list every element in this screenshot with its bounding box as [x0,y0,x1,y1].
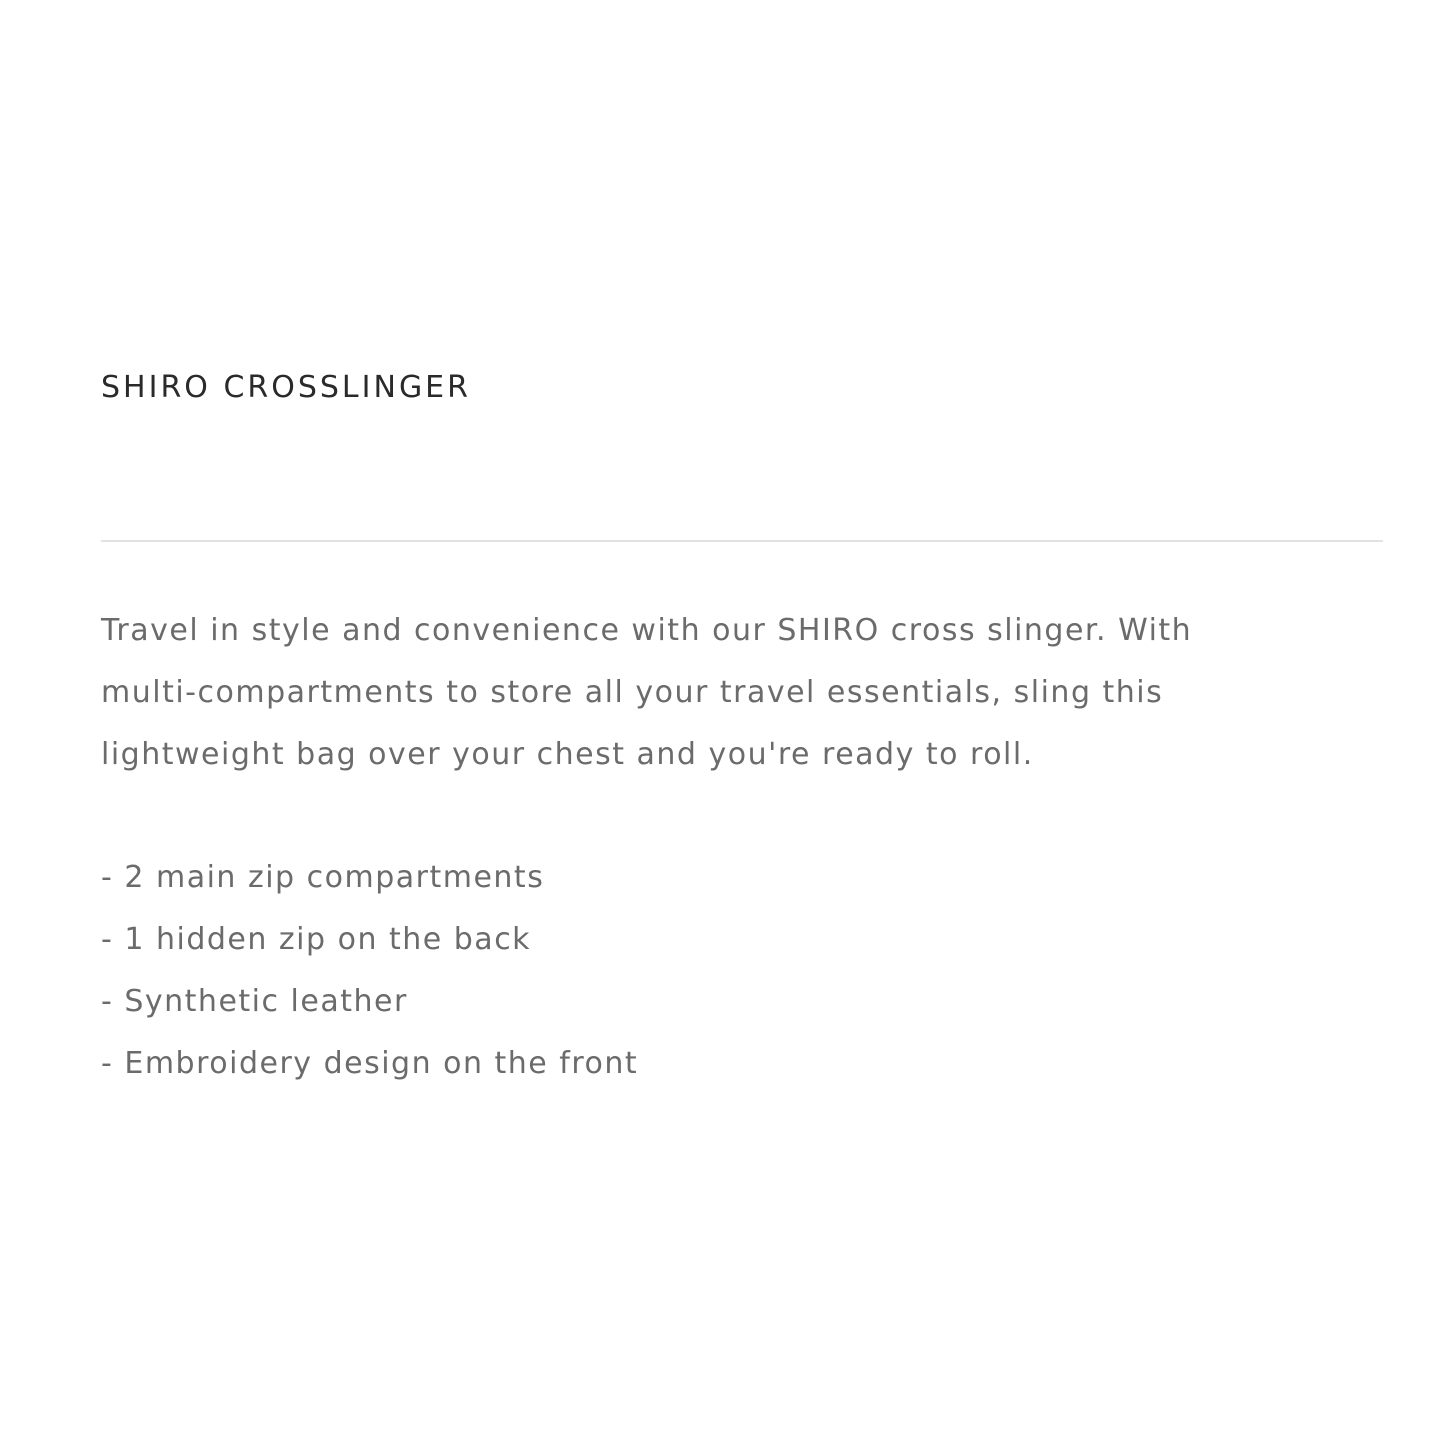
description-line: Travel in style and convenience with our SHIRO cross slinger. With [101,613,1193,648]
feature-item: - Synthetic leather [101,984,408,1019]
feature-list [101,847,638,1095]
section-divider [101,540,1383,542]
feature-item: - Embroidery design on the front [101,1046,639,1081]
description-line: multi-compartments to store all your travel essentials, sling this [101,675,1164,710]
feature-item: - 2 main zip compartments [101,860,545,895]
description-line: lightweight bag over your chest and you're ready to roll. [101,737,1034,772]
feature-item: - 1 hidden zip on the back [101,922,532,957]
product-title: SHIRO CROSSLINGER [101,370,471,405]
product-description [101,600,1383,786]
